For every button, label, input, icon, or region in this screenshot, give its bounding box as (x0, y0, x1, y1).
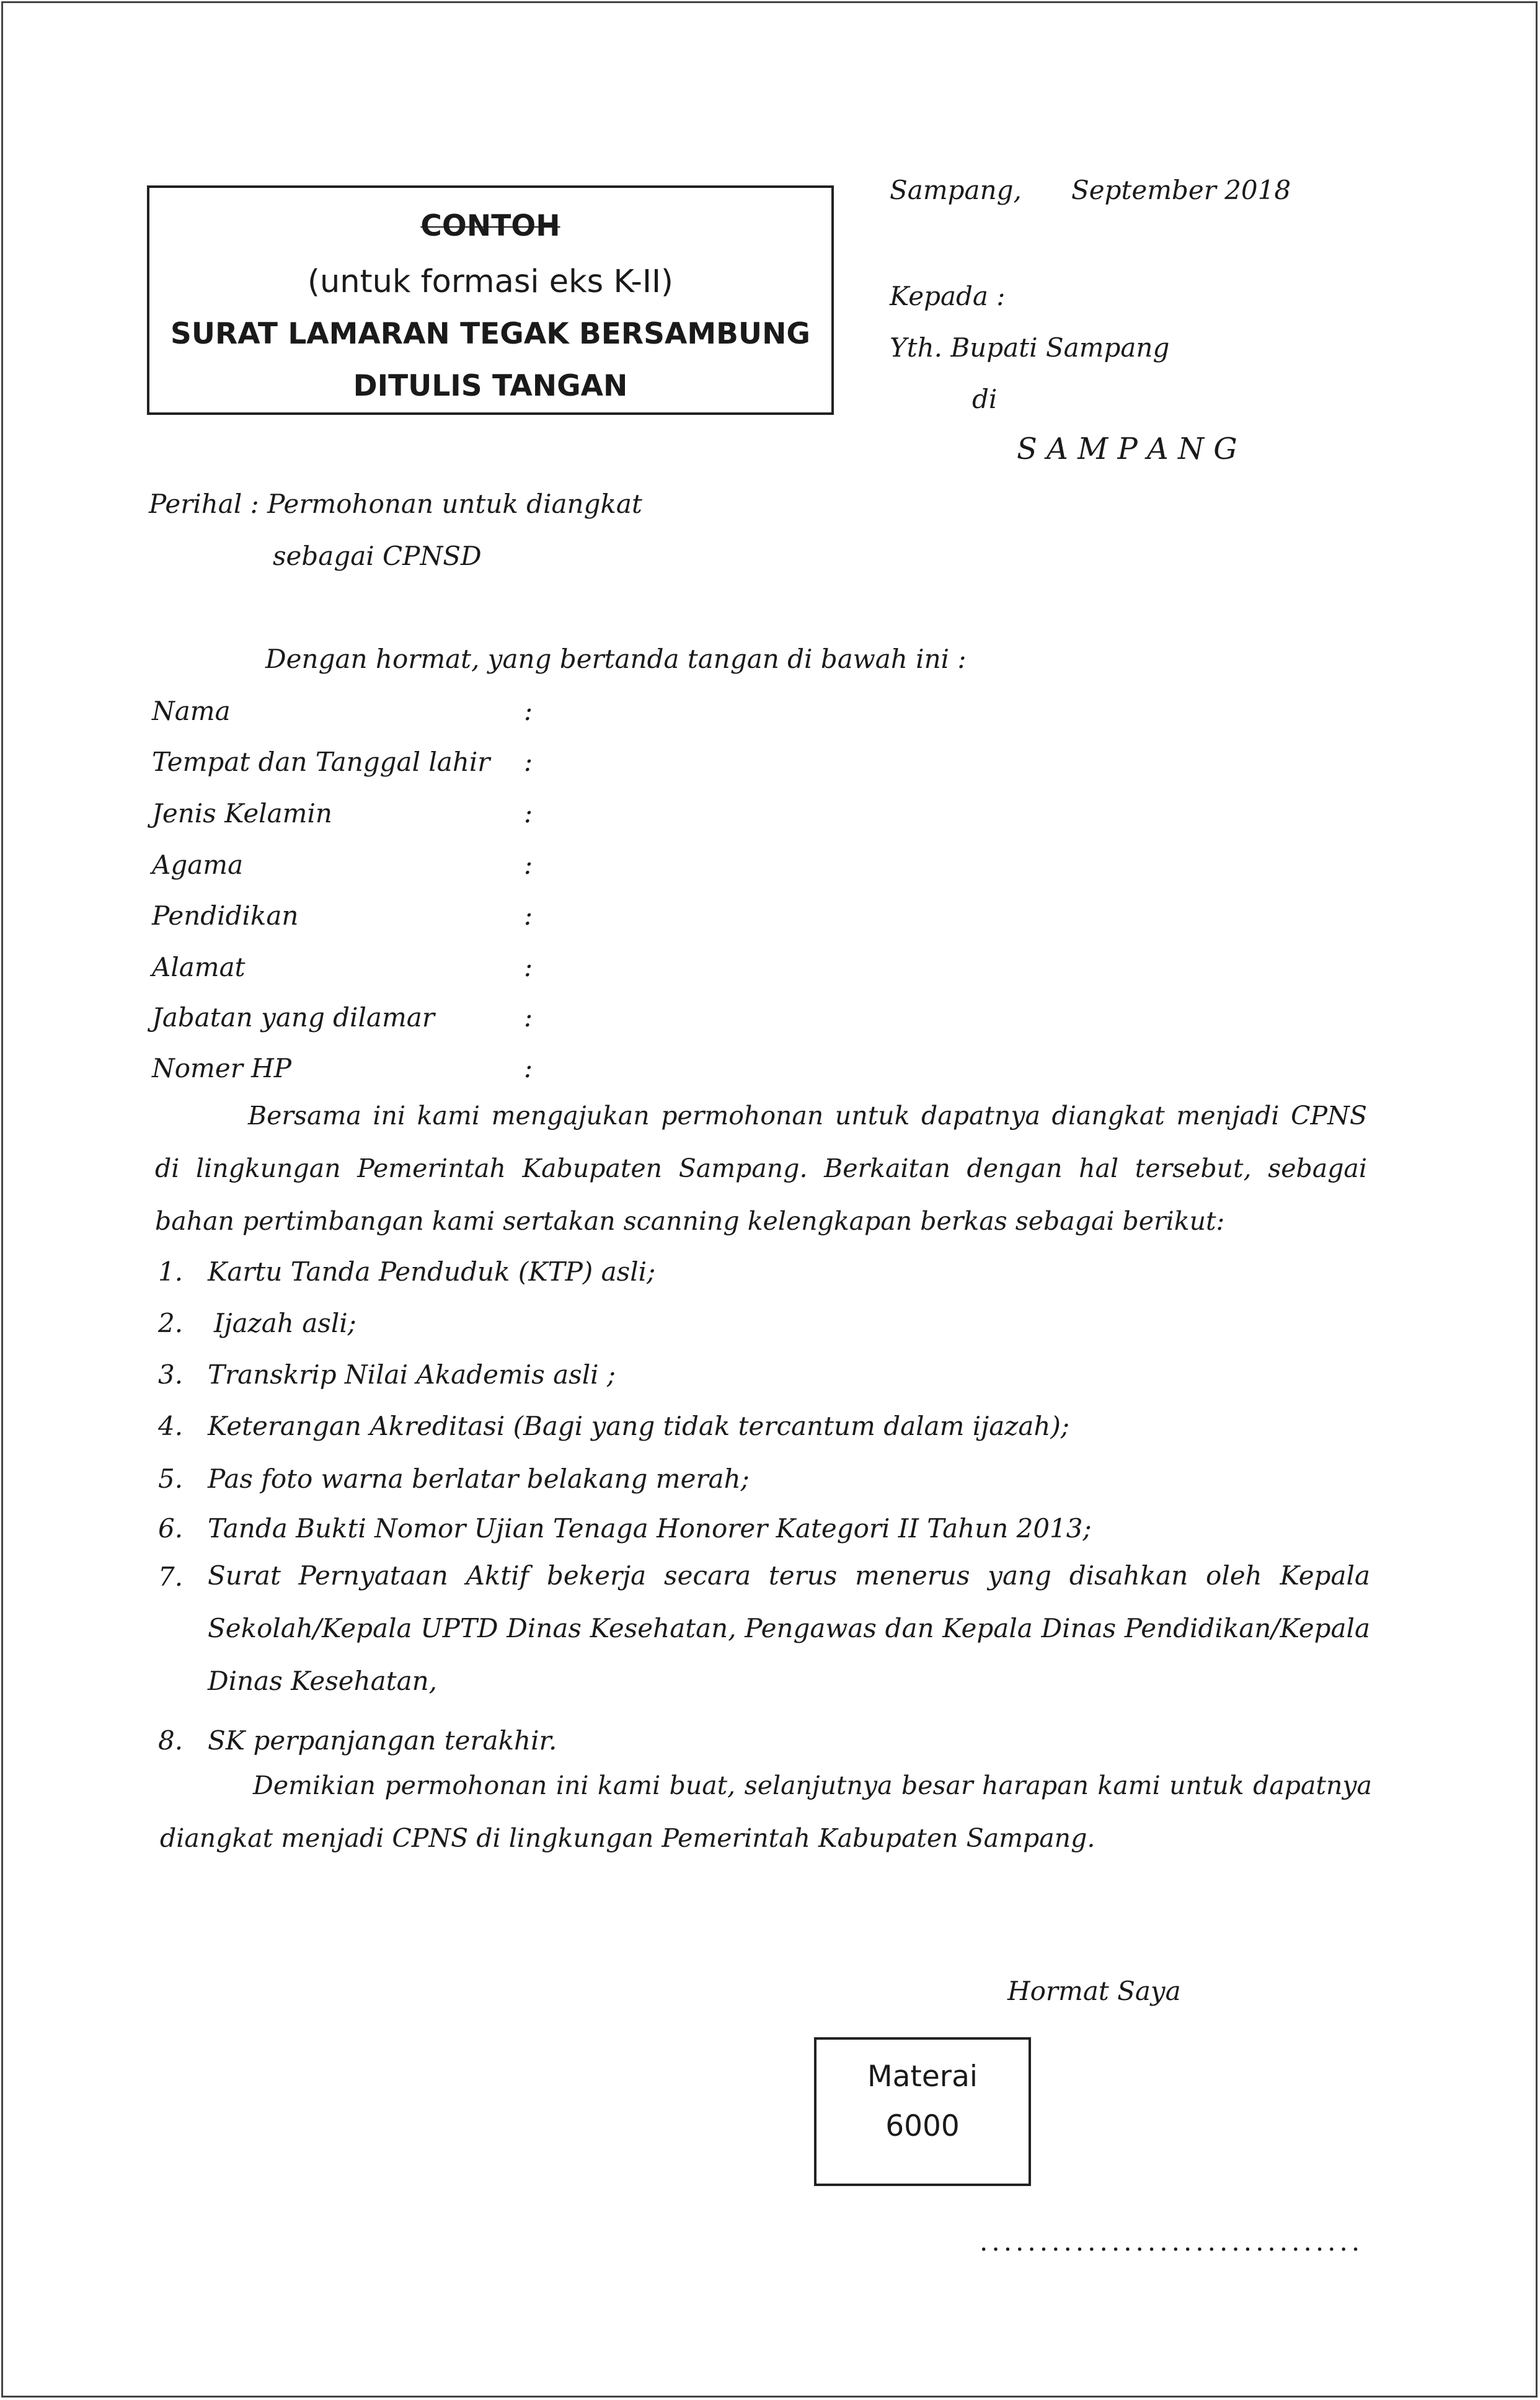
field-label: Jenis Kelamin (152, 798, 332, 829)
field-colon: : (524, 900, 533, 931)
field-label: Agama (152, 850, 244, 880)
field-colon: : (524, 1002, 533, 1033)
title-surat-lamaran: SURAT LAMARAN TEGAK BERSAMBUNG (170, 317, 810, 351)
stamp-duty-box (814, 2037, 1031, 2186)
list-number: 2. (158, 1308, 184, 1338)
stamp-label: Materai (867, 2060, 978, 2094)
list-number: 6. (158, 1513, 184, 1544)
recipient-city: S A M P A N G (1017, 432, 1237, 466)
place-date: Sampang, September 2018 (890, 175, 1291, 205)
list-number: 4. (158, 1411, 184, 1441)
closing-paragraph: Demikian permohonan ini kami buat, selanjutnya besar harapan kami untuk dapatnya diangkat menjadi CPNS di lingkungan Pemerintah Kabupaten Sampang. (160, 1771, 1372, 1853)
list-number: 1. (158, 1256, 184, 1287)
list-text: Keterangan Akreditasi (Bagi yang tidak tercantum dalam ijazah); (208, 1411, 1070, 1441)
stamp-value: 6000 (885, 2109, 960, 2143)
field-colon: : (524, 1053, 533, 1083)
list-number: 7. (158, 1562, 184, 1592)
title-formasi: (untuk formasi eks K-II) (308, 264, 673, 300)
greeting: Dengan hormat, yang bertanda tangan di bawah ini : (265, 644, 967, 674)
list-text: SK perpanjangan terakhir. (208, 1725, 557, 1756)
list-number: 8. (158, 1725, 184, 1756)
title-ditulis-tangan: DITULIS TANGAN (353, 369, 628, 403)
field-label: Tempat dan Tanggal lahir (152, 747, 490, 777)
closing-salutation: Hormat Saya (1007, 1976, 1181, 2006)
field-colon: : (524, 798, 533, 829)
list-number: 5. (158, 1464, 184, 1494)
field-label: Alamat (152, 952, 246, 982)
list-text: Surat Pernyataan Aktif bekerja secara terus menerus yang disahkan oleh Kepala Sekolah/Kepala UPTD Dinas Kesehatan, Pengawas dan Kepala Dinas Pendidikan/Kepala Dinas Kesehatan, (208, 1560, 1370, 1696)
field-colon: : (524, 747, 533, 777)
kepada-label: Kepada : (890, 281, 1006, 311)
body-paragraph: Bersama ini kami mengajukan permohonan untuk dapatnya diangkat menjadi CPNS di lingkungan Pemerintah Kabupaten Sampang. Berkaitan dengan hal tersebut, sebagai bahan pertimbangan kami sertakan scanning kelengkapan berkas sebagai berikut: (155, 1101, 1367, 1236)
list-text: Transkrip Nilai Akademis asli ; (208, 1359, 616, 1390)
subject-line-1: Perihal : Permohonan untuk diangkat (149, 489, 642, 519)
example-title-box (147, 185, 834, 415)
list-item (158, 1562, 1370, 1707)
title-contoh: CONTOH (420, 209, 560, 243)
field-colon: : (524, 952, 533, 982)
field-label: Pendidikan (152, 900, 299, 931)
list-number: 3. (158, 1359, 184, 1390)
di-label: di (972, 384, 998, 414)
signature-line: ................................ (980, 2226, 1364, 2257)
field-label: Nomer HP (152, 1053, 292, 1083)
field-colon: : (524, 696, 533, 726)
recipient: Yth. Bupati Sampang (890, 332, 1170, 363)
list-text: Ijazah asli; (214, 1308, 356, 1338)
list-text: Tanda Bukti Nomor Ujian Tenaga Honorer Kategori II Tahun 2013; (208, 1513, 1092, 1544)
subject-line-2: sebagai CPNSD (273, 541, 482, 571)
field-label: Nama (152, 696, 231, 726)
list-text: Kartu Tanda Penduduk (KTP) asli; (208, 1256, 656, 1287)
field-colon: : (524, 850, 533, 880)
field-label: Jabatan yang dilamar (152, 1002, 435, 1033)
list-text: Pas foto warna berlatar belakang merah; (208, 1464, 750, 1494)
